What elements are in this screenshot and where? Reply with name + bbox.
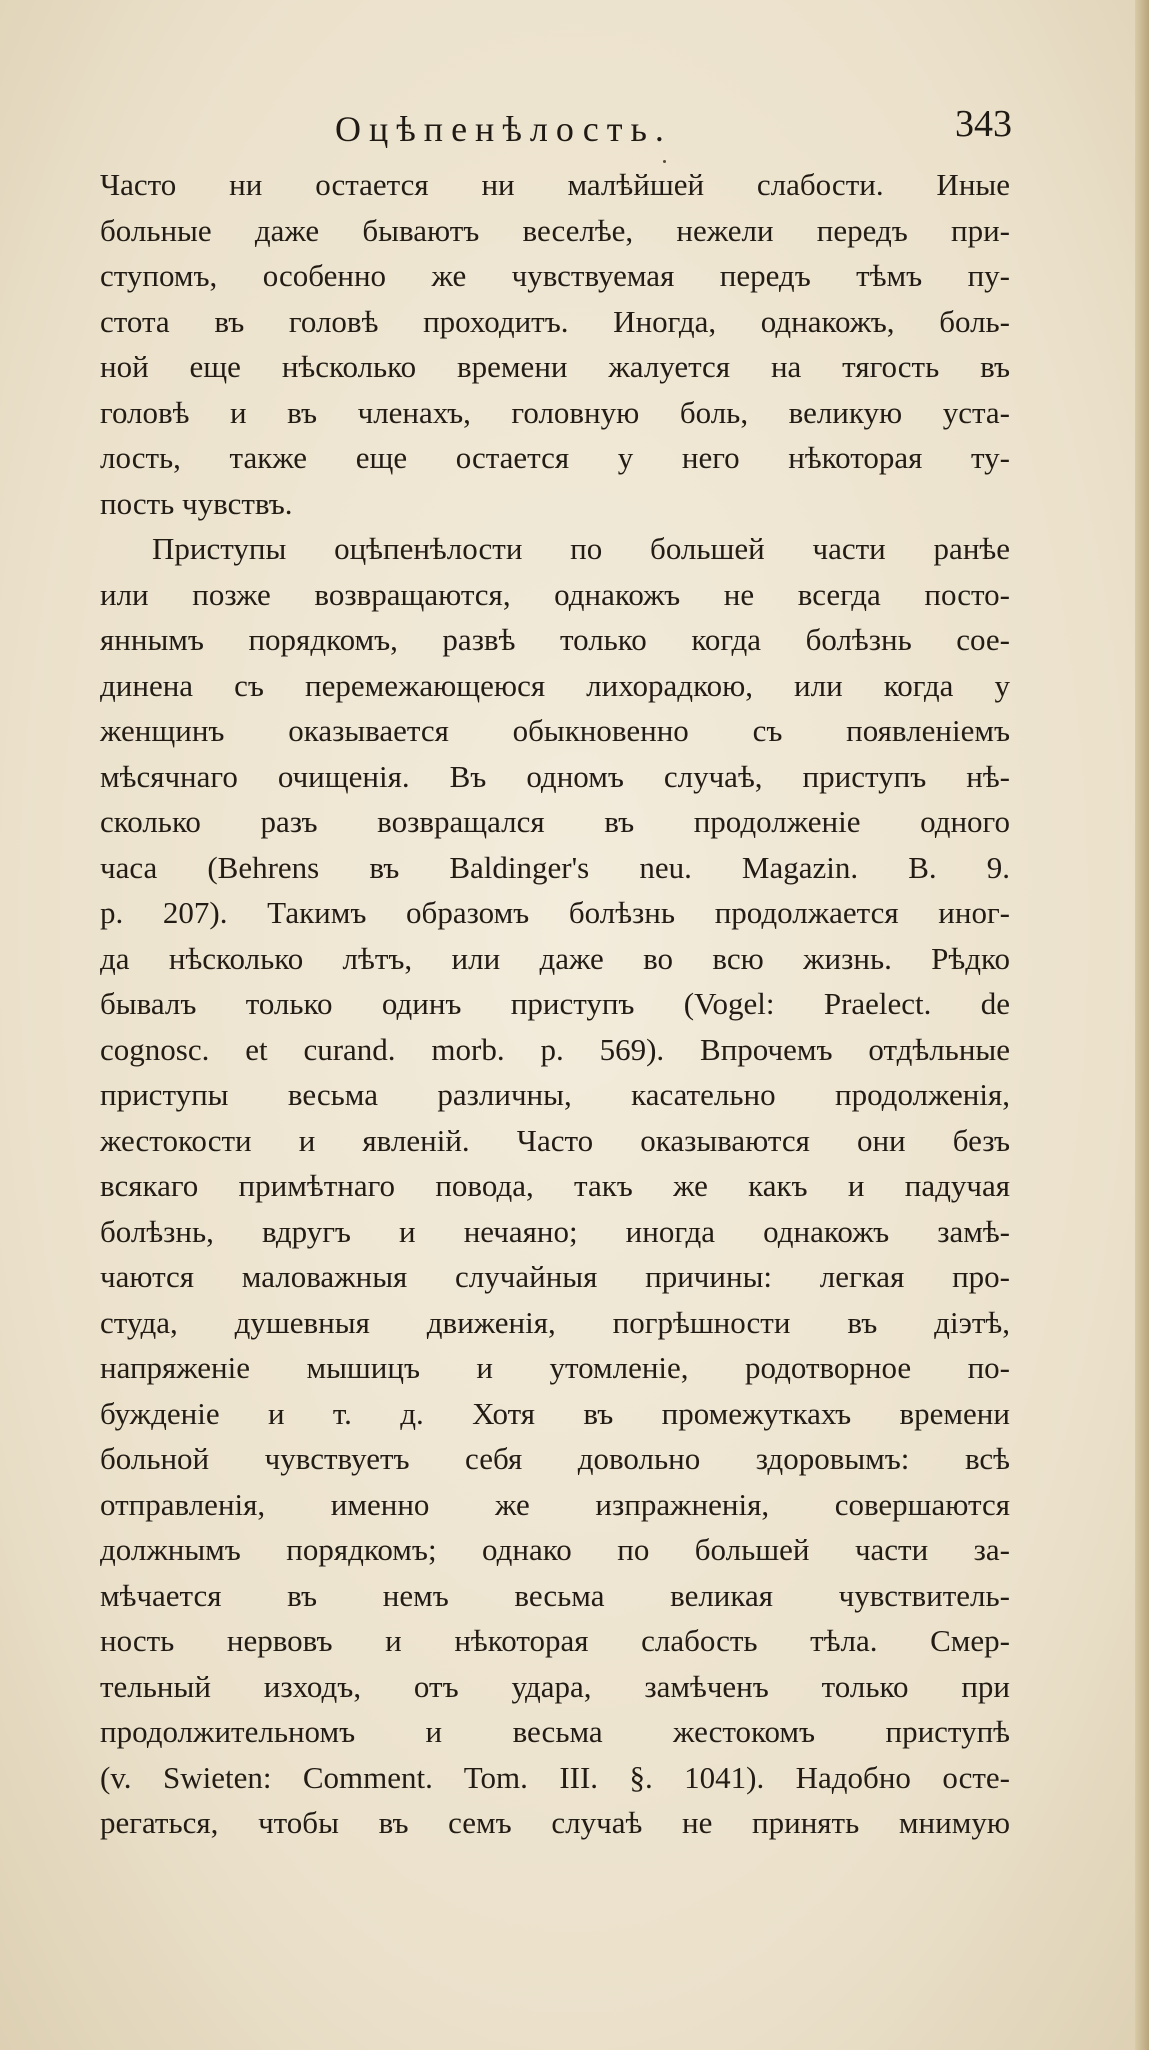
text-line: пость чувствъ.	[100, 485, 293, 521]
text-line: стота въ головѣ проходитъ. Иногда, однакожъ, боль-	[100, 303, 1010, 339]
text-line: мѣчается въ немъ весьма великая чувствитель-	[100, 1577, 1010, 1613]
text-line: отправленія, именно же изпражненія, совершаются	[100, 1486, 1010, 1522]
text-line: сколько разъ возвращался въ продолженіе одного	[100, 804, 1010, 839]
text-line: продолжительномъ и весьма жестокомъ приступѣ	[100, 1714, 1010, 1749]
text-line: должнымъ порядкомъ; однако по большей части за-	[100, 1532, 1010, 1567]
text-line: (v. Swieten: Comment. Tom. III. §. 1041). Надобно осте-	[100, 1759, 1010, 1795]
text-line: Часто ни остается ни малѣйшей слабости. Иные	[100, 167, 1010, 202]
text-line: cognosc. et curand. morb. p. 569). Впрочемъ отдѣльные	[100, 1031, 1010, 1067]
page-number: 343	[955, 103, 1012, 145]
text-line: ступомъ, особенно же чувствуемая передъ тѣмъ пу-	[100, 258, 1010, 293]
text-line: бывалъ только одинъ приступъ (Vogel: Praelect. de	[100, 986, 1010, 1021]
text-line: ной еще нѣсколько времени жалуется на тягость въ	[100, 349, 1010, 384]
text-line: больной чувствуетъ себя довольно здоровымъ: всѣ	[100, 1441, 1010, 1476]
text-line: или позже возвращаются, однакожъ не всегда посто-	[100, 576, 1010, 612]
text-line: жестокости и явленій. Часто оказываются они безъ	[100, 1122, 1010, 1158]
text-line: женщинъ оказывается обыкновенно съ появленіемъ	[100, 713, 1010, 748]
page-header	[0, 100, 1149, 160]
text-line: мѣсячнаго очищенія. Въ одномъ случаѣ, приступъ нѣ-	[100, 758, 1010, 794]
body-text	[100, 162, 1010, 1846]
text-line: яннымъ порядкомъ, развѣ только когда болѣзнь сое-	[100, 622, 1010, 657]
text-line: студа, душевныя движенія, погрѣшности въ діэтѣ,	[100, 1304, 1010, 1340]
text-line: часа (Behrens въ Baldinger's neu. Magazin. B. 9.	[100, 849, 1010, 885]
text-line: головѣ и въ членахъ, головную боль, великую уста-	[100, 394, 1010, 430]
text-line: динена съ перемежающеюся лихорадкою, или когда у	[100, 667, 1010, 703]
text-line: p. 207). Такимъ образомъ болѣзнь продолжается иног-	[100, 895, 1010, 930]
text-line: всякаго примѣтнаго повода, такъ же какъ и падучая	[100, 1168, 1010, 1203]
text-line: болѣзнь, вдругъ и нечаяно; иногда однакожъ замѣ-	[100, 1213, 1010, 1249]
running-head: Оцѣпенѣлость.	[335, 109, 672, 149]
text-line: да нѣсколько лѣтъ, или даже во всю жизнь. Рѣдко	[100, 940, 1010, 976]
text-line: чаются маловажныя случайныя причины: легкая про-	[100, 1259, 1010, 1294]
page-edge	[1135, 0, 1149, 2050]
text-line: напряженіе мышицъ и утомленіе, родотворное по-	[100, 1350, 1010, 1385]
text-line: бужденіе и т. д. Хотя въ промежуткахъ времени	[100, 1395, 1010, 1431]
text-line: приступы весьма различны, касательно продолженія,	[100, 1077, 1010, 1112]
text-line: тельный изходъ, отъ удара, замѣченъ только при	[100, 1668, 1010, 1704]
text-line: ность нервовъ и нѣкоторая слабость тѣла. Смер-	[100, 1623, 1010, 1658]
text-line: регаться, чтобы въ семъ случаѣ не принять мнимую	[100, 1805, 1010, 1840]
paragraph-start-line: Приступы оцѣпенѣлости по большей части ранѣе	[152, 531, 1010, 566]
text-line: больные даже бываютъ веселѣе, нежели передъ при-	[100, 212, 1010, 248]
text-line: лость, также еще остается у него нѣкоторая ту-	[100, 440, 1010, 475]
